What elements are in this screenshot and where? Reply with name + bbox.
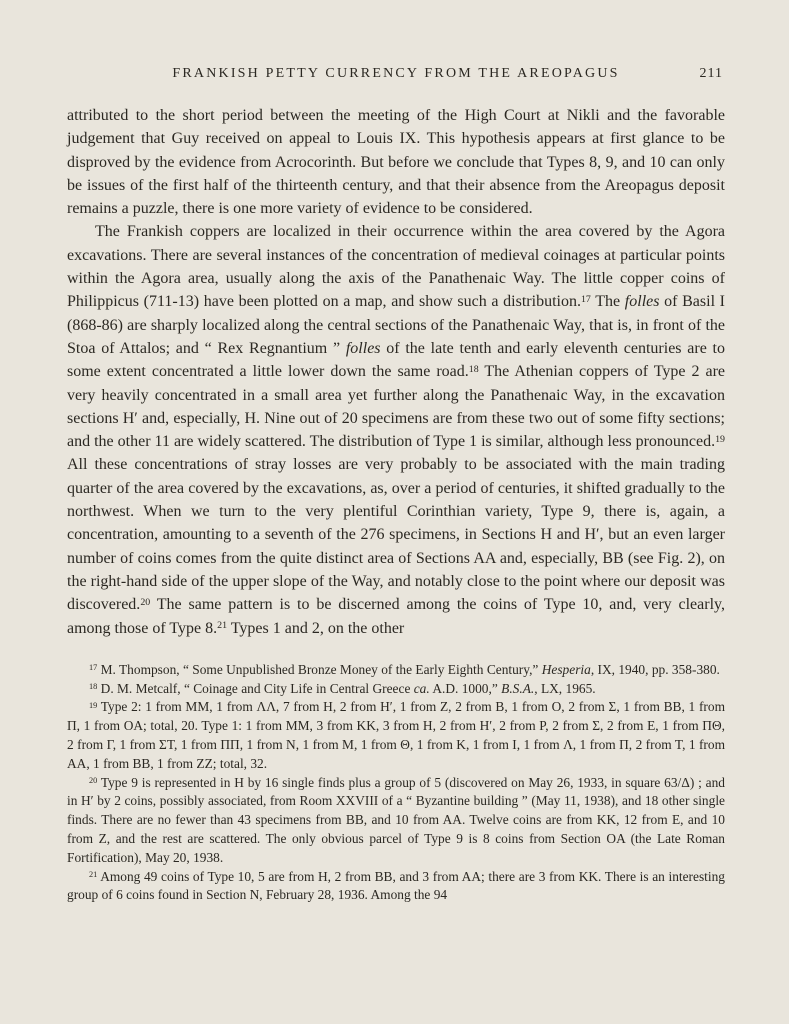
- footnotes: [67, 661, 725, 905]
- body-paragraph-1: attributed to the short period between the meeting of the High Court at Nikli and the favorable judgement that Guy received on appeal to Louis IX. This hypothesis appears at first glance to be disproved by the evidence from Acrocorinth. But before we conclude that Types 8, 9, and 10 can only be issues of the first half of the thirteenth century, and that their absence from the Areopagus deposit remains a puzzle, there is one more variety of evidence to be considered.: [67, 107, 725, 218]
- body-paragraph-2: The Frankish coppers are localized in their occurrence within the area covered by the Agora excavations. There are several instances of the concentration of medieval coinages at particular points within the Agora area, usually along the axis of the Panathenaic Way. The little copper coins of Philippicus (711-13) have been plotted on a map, and show such a distribution.$^{17}$ The folles of Basil I (868-86) are sharply localized along the central sections of the Panathenaic Way, that is, in front of the Stoa of Attalos; and “ Rex Regnantium ” folles of the late tenth and early eleventh centuries are to some extent concentrated a little lower down the same road.$^{18}$ The Athenian coppers of Type 2 are very heavily concentrated in a small area yet further along the Panathenaic Way, in the excavation sections H′ and, especially, H. Nine out of 20 specimens are from these two out of some fifty sections; and the other 11 are widely scattered. The distribution of Type 1 is similar, although less pronounced.$^{19}$ All these concentrations of stray losses are very probably to be associated with the main trading quarter of the area covered by the excavations, as, over a period of centuries, it shifted gradually to the northwest. When we turn to the very plentiful Corinthian variety, Type 9, there is, again, a concentration, amounting to a seventh of the 276 specimens, in Sections H and H′, but an even larger number of coins comes from the quite distinct area of Sections AA and, especially, BB (see Fig. 2), on the right-hand side of the upper slope of the Way, and notably close to the point where our deposit was discovered.$^{20}$ The same pattern is to be discerned among the coins of Type 10, and, very clearly, among those of Type 8.21 Types 1 and 2, on the other: [67, 223, 726, 637]
- running-header: [67, 66, 725, 86]
- footnote-19: $^{19}$ Type 2: 1 from MM, 1 from ΛΛ, 7 from H, 2 from H′, 1 from Z, 2 from B, 1 from O, 2 from Σ, 1 from BB, 1 from Π, 1 from OA; total, 20. Type 1: 1 from MM, 3 from KK, 3 from H, 2 from H′, 2 from P, 2 from Σ, 2 from E, 1 from ΠΘ, 2 from Γ, 1 from ΣT, 1 from ΠΠ, 1 from N, 1 from M, 1 from Θ, 1 from K, 1 from I, 1 from Λ, 1 from Π, 2 from T, 1 from AA, 1 from BB, 1 from ZZ; total, 32.: [67, 699, 725, 771]
- footnote-21: $^{21}$ Among 49 coins of Type 10, 5 are from H, 2 from BB, and 3 from AA; there are 3 from KK. There is an interesting group of 6 coins found in Section N, February 28, 1936. Among the 94: [67, 868, 725, 903]
- body-text: [67, 104, 725, 640]
- footnote-18: $^{18}$ D. M. Metcalf, “ Coinage and City Life in Central Greece ca. A.D. 1000,” B.S.A., LX, 1965.: [89, 680, 596, 696]
- footnote-20: $^{20}$ Type 9 is represented in H by 16 single finds plus a group of 5 (discovered on May 26, 1933, in square 63/Δ) ; and in H′ by 2 coins, possibly associated, from Room XXVIII of a “ Byzantine building ” (May 11, 1938), and 18 other single finds. There are no fewer than 43 specimens from BB, and 10 from AA. Twelve coins are from KK, 12 from E, and 10 from Z, and the rest are scattered. The only obvious parcel of Type 9 is 8 coins from Section OA (the Late Roman Fortification), May 20, 1938.: [67, 774, 725, 865]
- page-number: 211: [699, 66, 723, 81]
- footnote-17: $^{17}$ M. Thompson, “ Some Unpublished Bronze Money of the Early Eighth Century,” Hesperia, IX, 1940, pp. 358-380.: [89, 661, 720, 677]
- header-title: FRANKISH PETTY CURRENCY FROM THE AREOPAGUS: [172, 66, 620, 81]
